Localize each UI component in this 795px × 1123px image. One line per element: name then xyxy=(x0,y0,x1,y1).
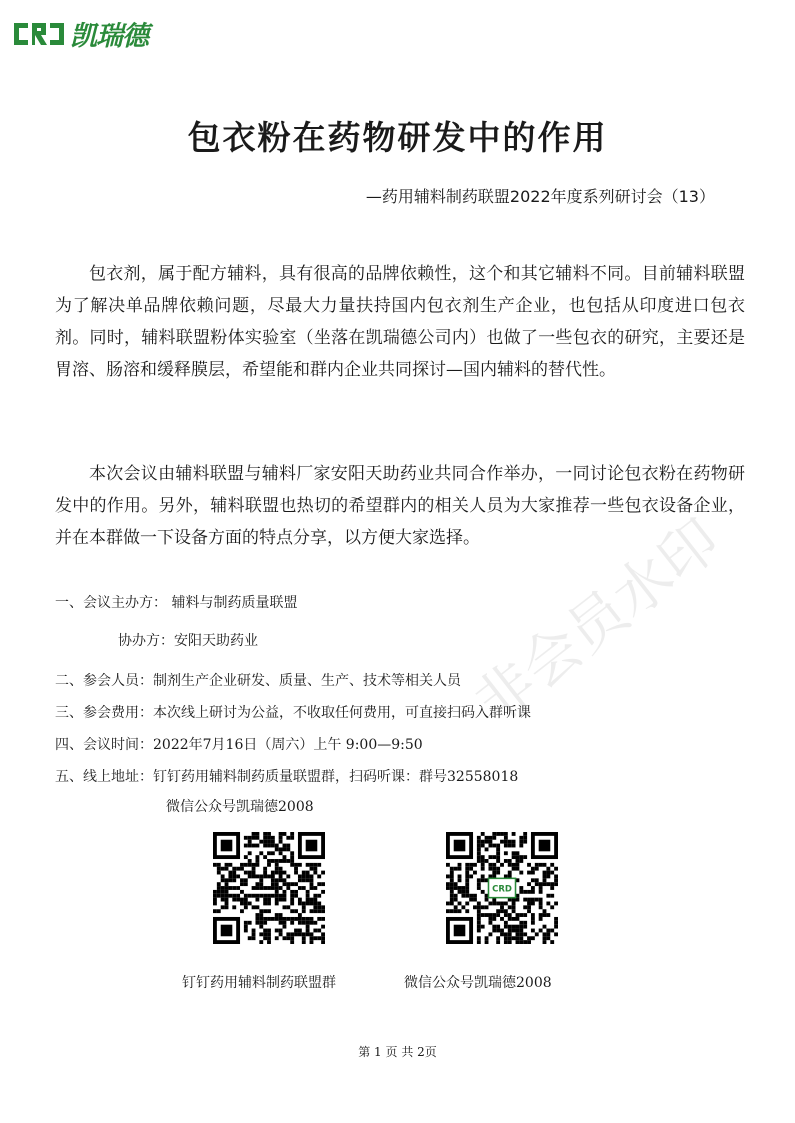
crd-logo-icon xyxy=(10,17,68,51)
item-address: 五、线上地址：钉钉药用辅料制药质量联盟群，扫码听课：群号32558018 xyxy=(55,769,519,785)
item-address-wechat: 微信公众号凯瑞德2008 xyxy=(166,799,314,815)
logo-text: 凯瑞德 xyxy=(70,21,148,52)
item-fee: 三、参会费用：本次线上研讨为公益，不收取任何费用，可直接扫码入群听课 xyxy=(55,705,531,721)
qr-center-logo: CRD xyxy=(492,884,512,895)
paragraph-intro: 包衣剂，属于配方辅料，具有很高的品牌依赖性，这个和其它辅料不同。目前辅料联盟为了解决单品牌依赖问题，尽最大力量扶持国内包衣剂生产企业，也包括从印度进口包衣剂。同时，辅料联盟粉体实验室（坐落在凯瑞德公司内）也做了一些包衣的研究，主要还是胃溶、肠溶和缓释膜层，希望能和群内企业共同探讨—国内辅料的替代性。 xyxy=(55,264,745,380)
document-subtitle: —药用辅料制药联盟2022年度系列研讨会（13） xyxy=(365,187,715,206)
item-co-organizer: 协办方：安阳天助药业 xyxy=(118,633,258,649)
page-footer: 第 1 页 共 2页 xyxy=(358,1045,437,1059)
document-title: 包衣粉在药物研发中的作用 xyxy=(187,118,608,157)
qr-caption-wechat: 微信公众号凯瑞德2008 xyxy=(404,975,552,991)
wechat-qr-code-icon[interactable] xyxy=(446,832,558,944)
item-organizer: 一、会议主办方： 辅料与制药质量联盟 xyxy=(55,595,298,611)
paragraph-meeting: 本次会议由辅料联盟与辅料厂家安阳天助药业共同合作举办，一同讨论包衣粉在药物研发中的作用。另外，辅料联盟也热切的希望群内的相关人员为大家推荐一些包衣设备企业，并在本群做一下设备方面的特点分享，以方便大家选择。 xyxy=(55,464,745,548)
qr-caption-dingtalk: 钉钉药用辅料制药联盟群 xyxy=(182,975,336,991)
company-logo xyxy=(10,14,148,53)
item-attendees: 二、参会人员：制剂生产企业研发、质量、生产、技术等相关人员 xyxy=(55,673,461,689)
watermark-text: 非会员水印 xyxy=(462,505,733,738)
item-time: 四、会议时间：2022年7月16日（周六）上午 9:00—9:50 xyxy=(55,737,423,753)
dingtalk-qr-code-icon[interactable] xyxy=(213,832,325,944)
